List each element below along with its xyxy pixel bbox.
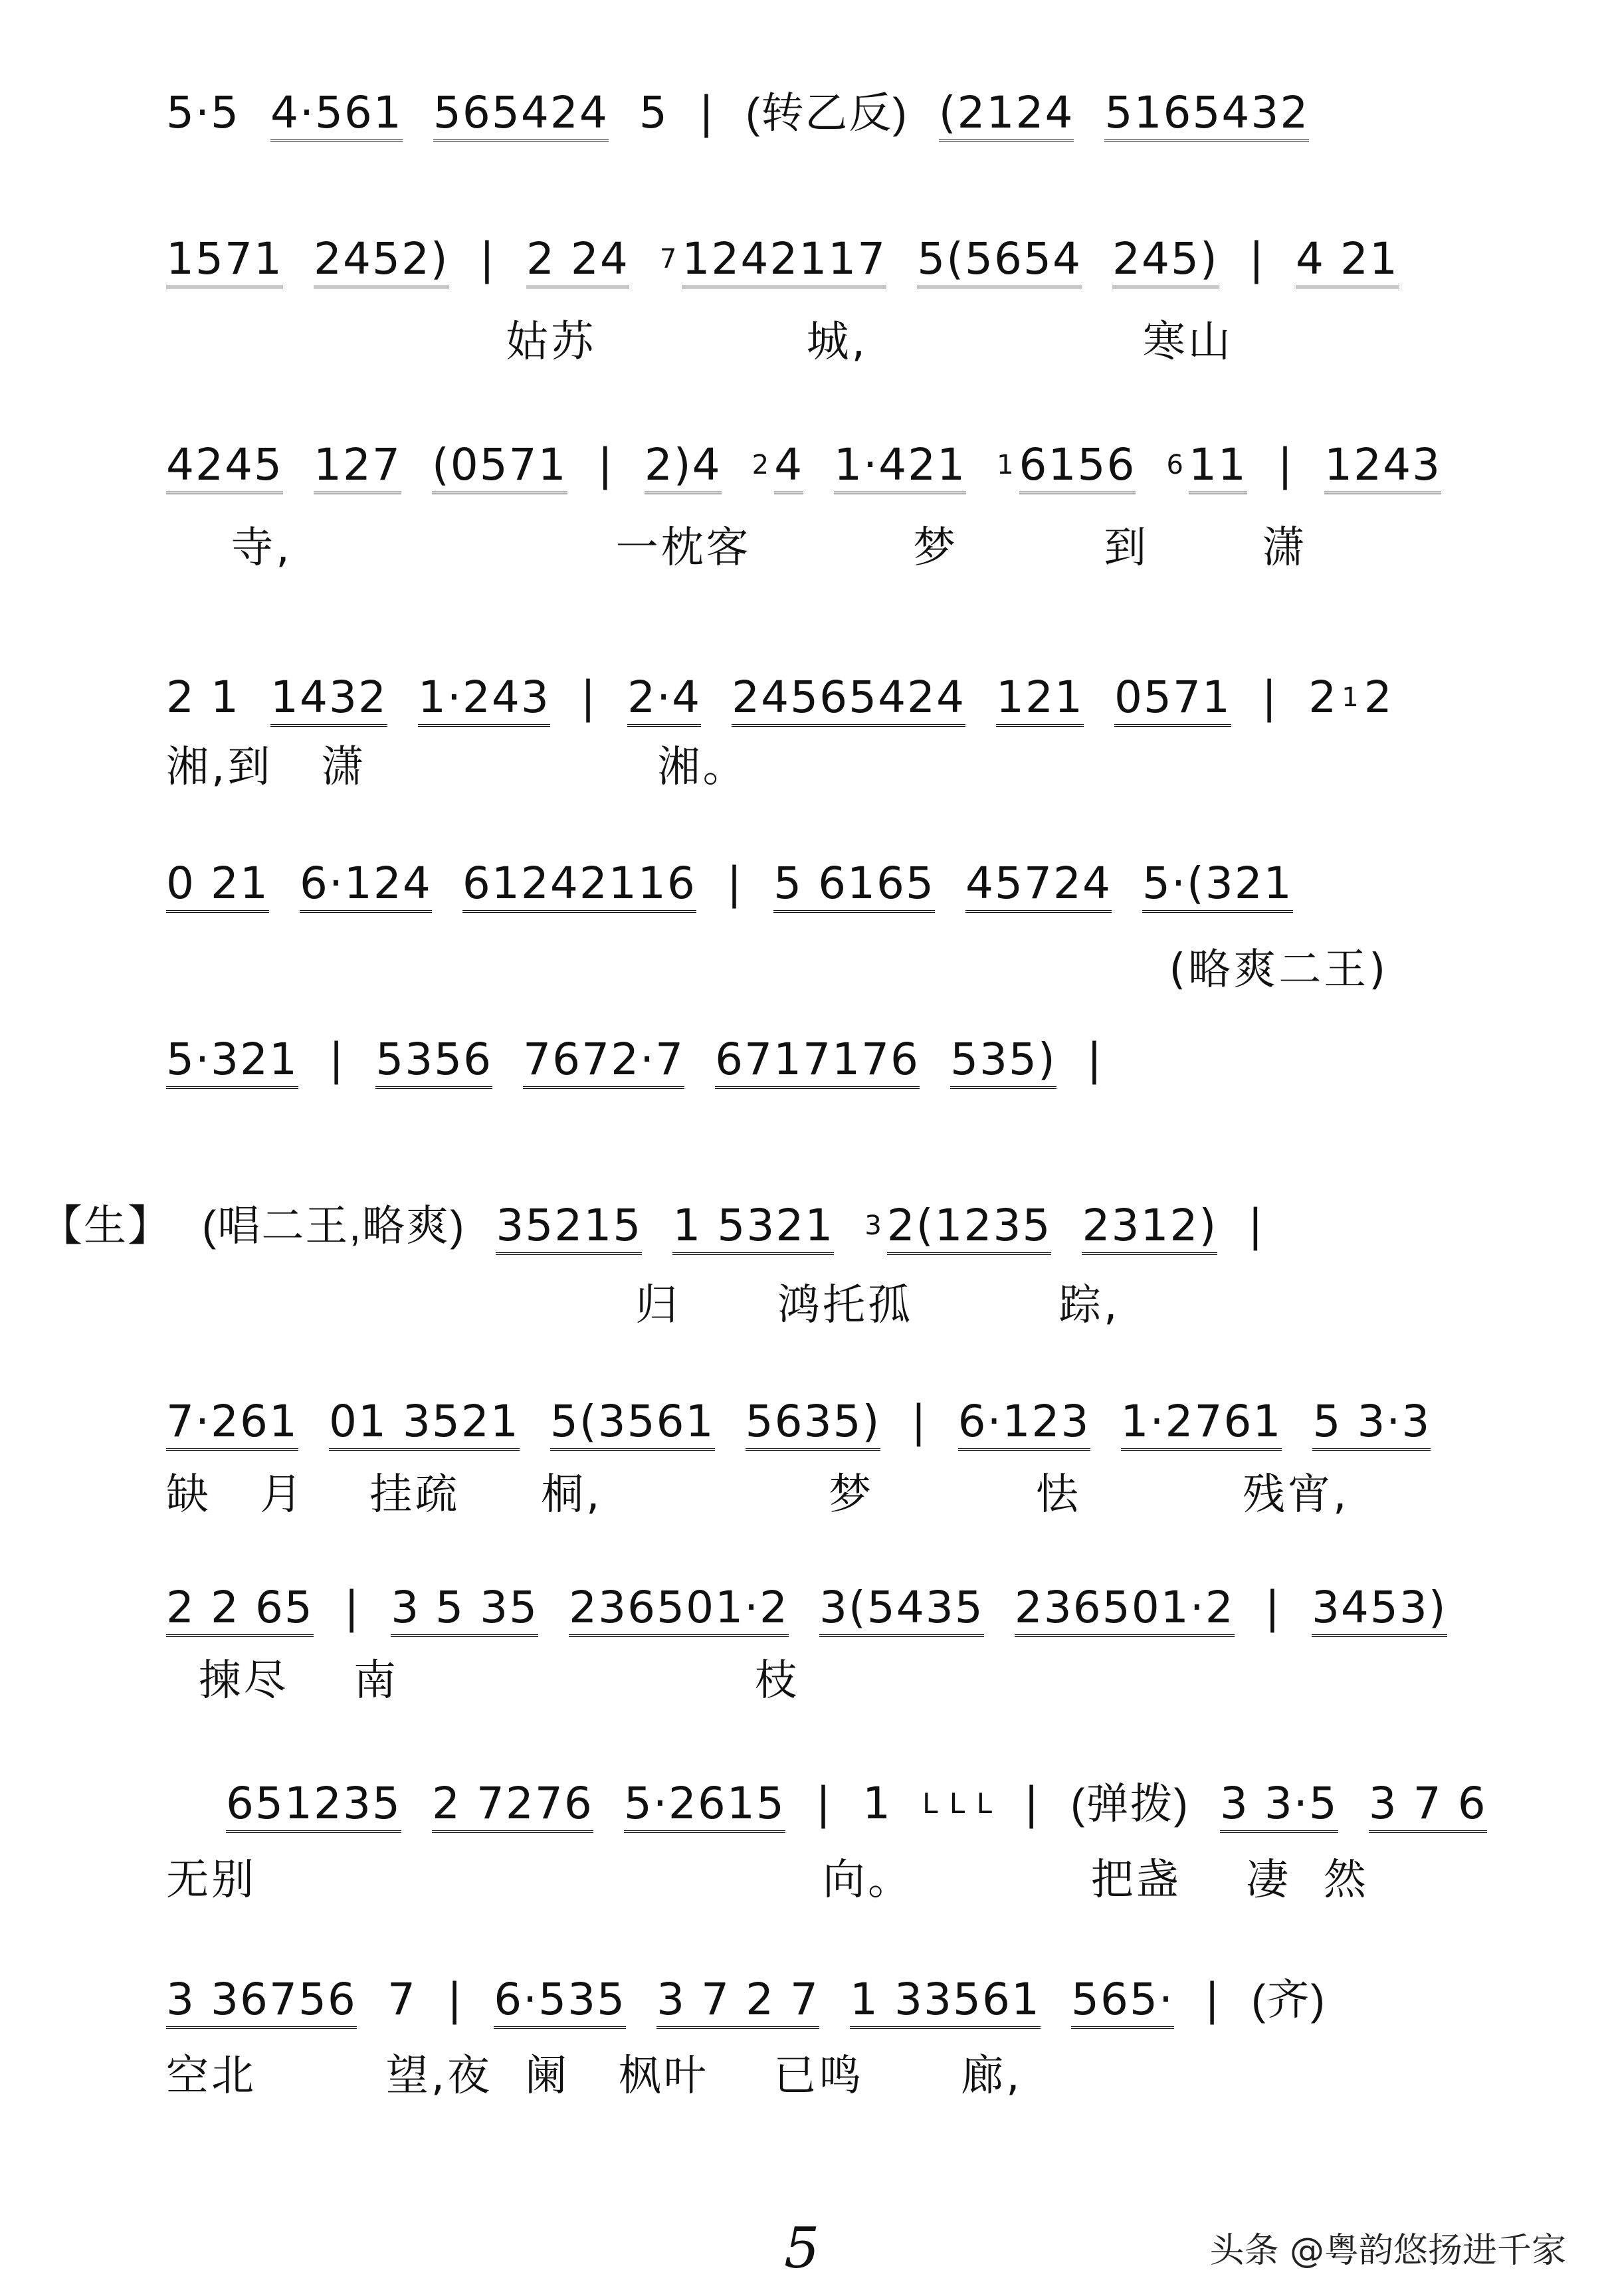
barline-text: | — [1249, 233, 1265, 284]
note-group: 127 — [314, 432, 401, 498]
hold-marks: L L L — [922, 1787, 993, 1820]
note-group: 236501·2 — [569, 1575, 789, 1641]
note-group: 5(3561 — [550, 1388, 715, 1455]
note-group: 5635) — [746, 1388, 881, 1455]
barline-text: | — [1023, 1778, 1041, 1829]
note-group: 45724 — [965, 850, 1112, 917]
note-group: 6·535 — [494, 1966, 626, 2033]
note-group: 1243 — [1324, 432, 1441, 498]
note-group: 01 3521 — [329, 1388, 520, 1455]
note-group: 2 1 — [166, 672, 240, 723]
note-group: 2452) — [314, 226, 449, 292]
note-group: 5 3·3 — [1312, 1388, 1431, 1455]
note-group: 565424 — [433, 80, 609, 146]
notation-line — [166, 1026, 1568, 1093]
note-group: 4 21 — [1296, 226, 1399, 292]
note-group: 35215 — [496, 1193, 642, 1259]
notation-line — [166, 80, 1568, 146]
mode-marking: (弹拨) — [1070, 1780, 1189, 1828]
note-group: 2312) — [1082, 1193, 1217, 1259]
note-group: 3 36756 — [166, 1966, 357, 2033]
lyrics-line: 揀尽 南 枝 — [166, 1656, 800, 1705]
notation-line — [166, 1388, 1568, 1455]
note-group: 4245 — [166, 432, 283, 498]
lyrics-line: 缺 月 挂疏 桐, 梦 怯 残宵, — [166, 1470, 1350, 1519]
mode-marking: (唱二王,略爽) — [202, 1202, 466, 1250]
note-group: 24565424 — [732, 664, 965, 731]
note-group: 3 3·5 — [1220, 1770, 1338, 1837]
barline-text: | — [1086, 1034, 1104, 1085]
note-group: 2)4 — [645, 432, 722, 498]
note-group: 2·4 — [627, 664, 701, 731]
note-group: 3(5435 — [819, 1575, 984, 1641]
note-group: (0571 — [432, 432, 567, 498]
note-group: 5356 — [375, 1026, 492, 1093]
note-group: 2 2 65 — [166, 1575, 314, 1641]
grace-note: 2 — [752, 450, 771, 480]
role-tag: 【生】 — [40, 1202, 171, 1250]
note-group: 1·243 — [418, 664, 550, 731]
note-group: 1571 — [166, 226, 283, 292]
page-number: 5 — [784, 2216, 820, 2281]
note-group: 61242116 — [462, 850, 696, 917]
note-group: 5·2615 — [624, 1770, 785, 1837]
note-group: 6·123 — [958, 1388, 1090, 1455]
note-group: 1432 — [270, 664, 387, 731]
note-group: 6717176 — [715, 1026, 920, 1093]
barline-text: | — [726, 858, 744, 909]
note-group: 236501·2 — [1015, 1575, 1235, 1641]
note-group: 3 7 2 7 — [656, 1966, 819, 2033]
note-group: 0 21 — [166, 850, 269, 917]
note-group: 1 — [862, 1778, 892, 1829]
note-group: 565· — [1071, 1966, 1174, 2033]
note-group: 4 — [774, 432, 803, 498]
note-group: 5165432 — [1104, 80, 1309, 146]
barline-text: | — [1262, 672, 1278, 723]
lyrics-line: 空北 望,夜 阑 枫叶 已鸣 廊, — [166, 2052, 1023, 2101]
barline-text: | — [1277, 439, 1294, 490]
notation-line — [166, 1575, 1568, 1641]
lyrics-line: 归 鸿托孤 踪, — [166, 1281, 1120, 1330]
note-group: 1 5321 — [672, 1193, 834, 1259]
note-group: 1·421 — [834, 432, 966, 498]
barline-text: | — [344, 1582, 361, 1633]
notation-line — [166, 850, 1568, 917]
barline-text: | — [479, 233, 496, 284]
barline-text: | — [447, 1974, 464, 2025]
note-group: 4·561 — [270, 80, 403, 146]
note-group: 11 — [1189, 432, 1247, 498]
notation-line — [226, 1770, 1606, 1837]
note-group: 5·(321 — [1142, 850, 1293, 917]
note-group: 5 — [639, 87, 668, 138]
note-group: 7 — [387, 1974, 417, 2025]
note-group: 1·2761 — [1121, 1388, 1282, 1455]
barline-text: | — [911, 1396, 928, 1447]
grace-note: 7 — [659, 244, 678, 274]
lyrics-line: (略爽二王) — [166, 945, 1389, 995]
notation-line — [40, 1193, 1442, 1259]
note-group: 7672·7 — [523, 1026, 684, 1093]
note-group: 2(1235 — [887, 1193, 1052, 1259]
note-group: 245) — [1112, 226, 1219, 292]
note-group: 5·5 — [166, 87, 240, 138]
note-group: 6·124 — [300, 850, 432, 917]
lyrics-line: 湘,到 潇 湘。 — [166, 743, 748, 792]
note-group: 2 — [1363, 672, 1393, 723]
grace-note: 3 — [864, 1210, 883, 1241]
note-group: 3453) — [1312, 1575, 1447, 1641]
note-group: 2 7276 — [432, 1770, 593, 1837]
barline-text: | — [1248, 1200, 1264, 1251]
barline-text: | — [1264, 1582, 1281, 1633]
barline-text: | — [815, 1778, 833, 1829]
barline-text: | — [597, 439, 614, 490]
lyrics-line: 寺, 一枕客 梦 到 潇 — [166, 524, 1308, 573]
note-group: 2 — [1308, 672, 1338, 723]
note-group: 3 5 35 — [391, 1575, 538, 1641]
barline-text: | — [328, 1034, 346, 1085]
notation-line — [166, 226, 1568, 292]
note-group: 7·261 — [166, 1388, 298, 1455]
grace-note: 1 — [997, 450, 1015, 480]
barline-text: | — [698, 87, 716, 138]
mode-marking: (转乙反) — [746, 89, 908, 137]
note-group: 1242117 — [682, 226, 886, 292]
notation-line — [166, 432, 1568, 498]
note-group: 3 7 6 — [1369, 1770, 1487, 1837]
grace-note: 6 — [1166, 450, 1185, 480]
note-group: 5 6165 — [773, 850, 935, 917]
note-group: 6156 — [1019, 432, 1136, 498]
note-group: 651235 — [226, 1770, 401, 1837]
note-group: 2 24 — [526, 226, 629, 292]
note-group: (2124 — [939, 80, 1074, 146]
lyrics-line: 姑苏 城, 寒山 — [166, 318, 1233, 367]
note-group: 121 — [996, 664, 1084, 731]
barline-text: | — [1204, 1974, 1221, 2025]
note-group: 5(5654 — [917, 226, 1082, 292]
note-group: 5·321 — [166, 1026, 298, 1093]
notation-line — [166, 1966, 1568, 2033]
note-group: 0571 — [1114, 664, 1231, 731]
grace-note: 1 — [1342, 682, 1360, 713]
lyrics-line — [166, 166, 1568, 226]
barline-text: | — [580, 672, 597, 723]
watermark: 头条 @粤韵悠扬进千家 — [1209, 2231, 1566, 2271]
mode-marking: (齐) — [1251, 1976, 1326, 2024]
lyrics-line: 无别 向。 把盏 凄 然 — [166, 1856, 1369, 1905]
note-group: 1 33561 — [850, 1966, 1041, 2033]
notation-line — [166, 664, 1568, 731]
note-group: 535) — [950, 1026, 1056, 1093]
